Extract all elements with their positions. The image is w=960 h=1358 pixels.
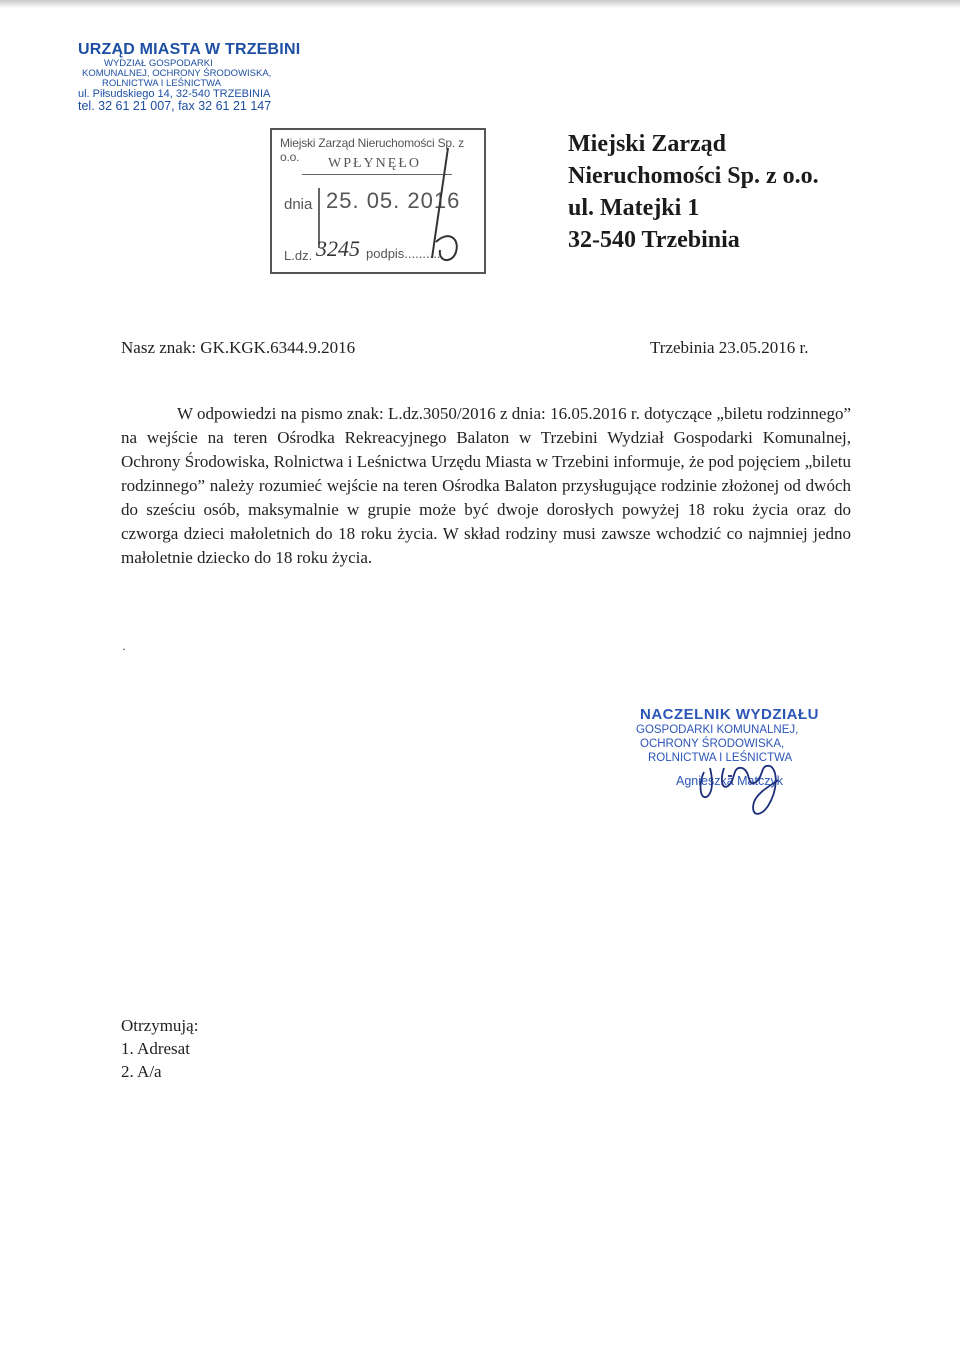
sender-dept-line-2: KOMUNALNEJ, OCHRONY ŚRODOWISKA,	[82, 67, 272, 79]
recipient-line-4: 32-540 Trzebinia	[568, 227, 740, 253]
official-stamp-name: Agnieszka Matczyk	[676, 774, 783, 788]
recipient-line-3: ul. Matejki 1	[568, 195, 700, 221]
sender-address: ul. Piłsudskiego 14, 32-540 TRZEBINIA	[78, 87, 271, 100]
official-signature-stamp	[628, 706, 838, 826]
received-stamp-header: Miejski Zarząd Nieruchomości Sp. z o.o.	[280, 136, 464, 164]
reference-number: Nasz znak: GK.KGK.6344.9.2016	[121, 338, 356, 357]
received-stamp-subheader: WPŁYNĘŁO	[328, 156, 421, 171]
page-top-edge	[0, 0, 960, 8]
received-stamp-sign-label: podpis..........	[366, 246, 441, 261]
receiver-item: 1. Adresat	[121, 1039, 190, 1058]
received-stamp-handwritten-initial	[272, 130, 484, 272]
receiver-item: 2. A/a	[121, 1062, 162, 1081]
place-and-date: Trzebinia 23.05.2016 r.	[650, 338, 809, 357]
receivers-heading: Otrzymują:	[121, 1016, 199, 1035]
recipient-line-1: Miejski Zarząd	[568, 131, 726, 157]
stray-mark: ·	[122, 642, 126, 656]
receivers-list	[121, 1014, 198, 1083]
received-stamp-ref-label: L.dz.	[284, 248, 313, 263]
sender-phone: tel. 32 61 21 007, fax 32 61 21 147	[78, 99, 272, 114]
official-stamp-title: NACZELNIK WYDZIAŁU	[640, 706, 819, 723]
official-stamp-line-2: GOSPODARKI KOMUNALNEJ,	[636, 724, 799, 736]
received-stamp-date-label: dnia	[284, 196, 313, 213]
official-stamp-line-4: ROLNICTWA I LEŚNICTWA	[648, 752, 793, 764]
received-stamp-date: 25. 05. 2016	[326, 188, 461, 213]
sender-dept-line-1: WYDZIAŁ GOSPODARKI	[104, 57, 213, 69]
letter-body: W odpowiedzi na pismo znak: L.dz.3050/2016 z dnia: 16.05.2016 r. dotyczące „biletu rodzinnego” na wejście na teren Ośrodka Rekreacyjnego Balaton w Trzebini Wydział Gospodarki Komunalnej, Ochrony Środowiska, Rolnictwa i Leśnictwa Urzędu Miasta w Trzebini informuje, że pod pojęciem „biletu rodzinnego” należy rozumieć wejście na teren Ośrodka Balaton przysługujące rodzinie złożonej od dwóch do sześciu osób, maksymalnie w grupie może być dwoje dorosłych powyżej 18 roku życia oraz do czworga dzieci małoletnich do 18 roku życia. W skład rodziny musi zawsze wchodzić co najmniej jedno małoletnie dziecko do 18 roku życia.	[121, 404, 851, 567]
official-stamp-line-3: OCHRONY ŚRODOWISKA,	[640, 738, 785, 750]
recipient-line-2: Nieruchomości Sp. z o.o.	[568, 163, 819, 189]
sender-letterhead	[78, 42, 300, 113]
received-stamp-ref-number: 3245	[316, 236, 360, 261]
handwritten-signature	[628, 706, 838, 826]
recipient-address	[568, 128, 819, 256]
received-stamp	[270, 128, 486, 274]
sender-dept-line-3: ROLNICTWA I LEŚNICTWA	[102, 77, 222, 89]
sender-organization: URZĄD MIASTA W TRZEBINI	[78, 41, 301, 58]
